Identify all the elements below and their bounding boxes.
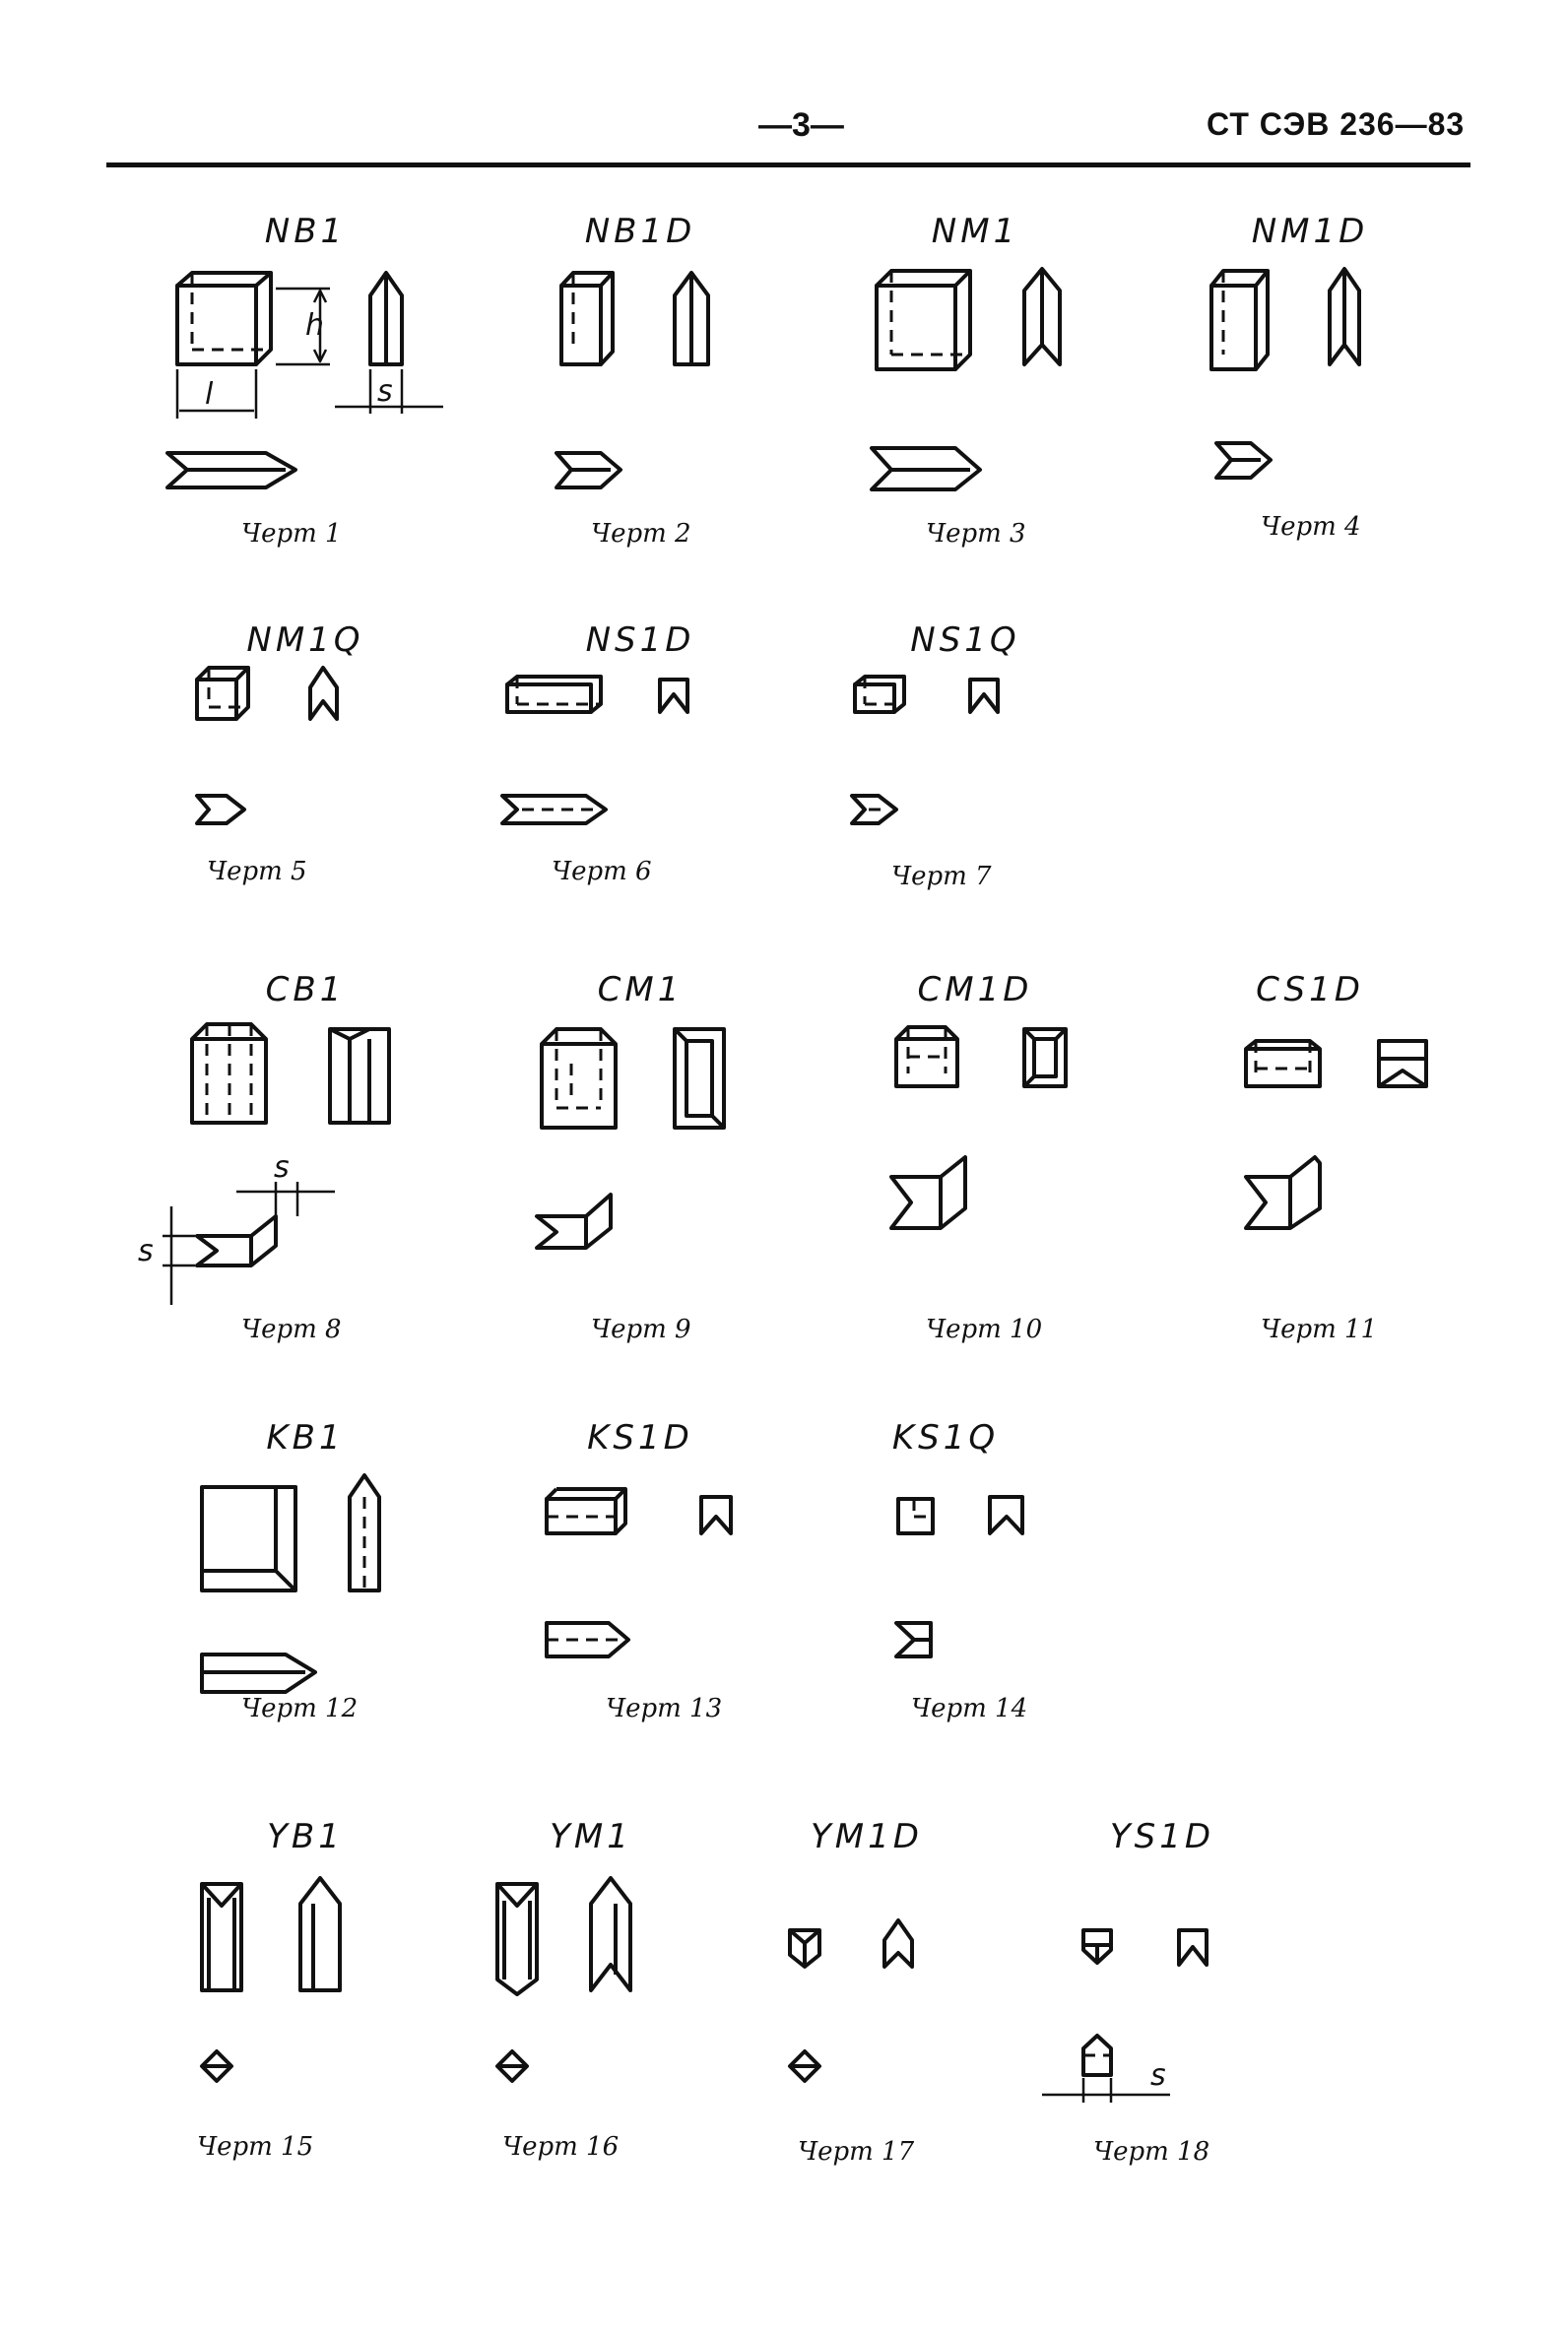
ns1q-drawing [788,620,1143,975]
figure-nm1d [1133,212,1487,566]
figure-caption: Черт 2 [591,519,691,549]
nb1d-drawing [463,212,817,566]
figure-caption: Черт 14 [911,1694,1028,1723]
figure-label: YB1 [267,1817,344,1856]
figure-label: NS1D [585,620,695,660]
figure-label: CB1 [265,970,346,1009]
figure-caption: Черт 3 [926,519,1026,549]
cm1-drawing [463,970,817,1325]
figure-caption: Черт 4 [1261,512,1361,542]
figure-label: YM1 [550,1817,632,1856]
page-number: —3— [758,106,844,144]
figure-nm1q [128,620,483,975]
figure-ks1d [463,1418,817,1773]
figure-cm1d [798,970,1152,1344]
figure-caption: Черт 5 [207,857,307,886]
figure-caption: Черт 7 [891,862,992,891]
figure-label: YM1D [811,1817,923,1856]
figure-label: NM1D [1251,212,1369,251]
figure-caption: Черт 12 [241,1694,359,1723]
dim-l-label: l [205,377,214,412]
figure-label: NB1D [584,212,696,251]
figure-ns1q [788,620,1143,975]
dim-s2-label: s [138,1234,154,1268]
figure-caption: Черт 13 [606,1694,723,1723]
cm1d-drawing [798,970,1152,1325]
figure-nm1 [798,212,1152,566]
figure-label: NB1 [264,212,347,251]
dim-h-label: h [305,308,325,343]
figure-caption: Черт 6 [552,857,652,886]
figure-label: KS1D [587,1418,693,1458]
figure-nb1d [463,212,817,566]
figure-label: NS1Q [910,620,1020,660]
figure-caption: Черт 10 [926,1315,1043,1344]
figure-label: CM1 [597,970,684,1009]
ns1d-drawing [463,620,817,975]
figure-caption: Черт 18 [1093,2137,1210,2167]
figure-caption: Черт 17 [798,2137,915,2167]
figure-kb1 [128,1418,483,1773]
figure-caption: Черт 16 [502,2132,620,2162]
dim-s-label: s [377,374,393,409]
nm1-drawing [798,212,1152,566]
nb1-drawing [128,212,483,566]
standard-code: СТ СЭВ 236—83 [1207,106,1466,142]
figure-label: KB1 [266,1418,345,1458]
dim-s-label: s [1150,2058,1166,2093]
figure-cb1 [128,970,483,1344]
figure-label: CM1D [917,970,1033,1009]
figure-caption: Черт 15 [197,2132,314,2162]
figure-cs1d [1133,970,1487,1344]
ys1d-drawing [985,1817,1339,2172]
header-rule [106,162,1470,167]
figure-caption: Черт 11 [1261,1315,1378,1344]
figure-ns1d [463,620,817,975]
cs1d-drawing [1133,970,1487,1325]
figure-label: CS1D [1256,970,1364,1009]
figure-ks1q [768,1418,1123,1773]
dim-s1-label: s [274,1150,290,1185]
figure-label: NM1Q [246,620,364,660]
figure-ys1d [985,1817,1339,2172]
figure-nb1 [128,212,483,566]
figure-label: NM1 [931,212,1019,251]
figure-cm1 [463,970,817,1344]
nm1q-drawing [128,620,483,975]
figure-caption: Черт 8 [241,1315,342,1344]
figure-label: YS1D [1109,1817,1215,1856]
figure-caption: Черт 1 [241,519,342,549]
cb1-drawing [128,970,483,1325]
figure-caption: Черт 9 [591,1315,691,1344]
figure-label: KS1Q [891,1418,1000,1458]
